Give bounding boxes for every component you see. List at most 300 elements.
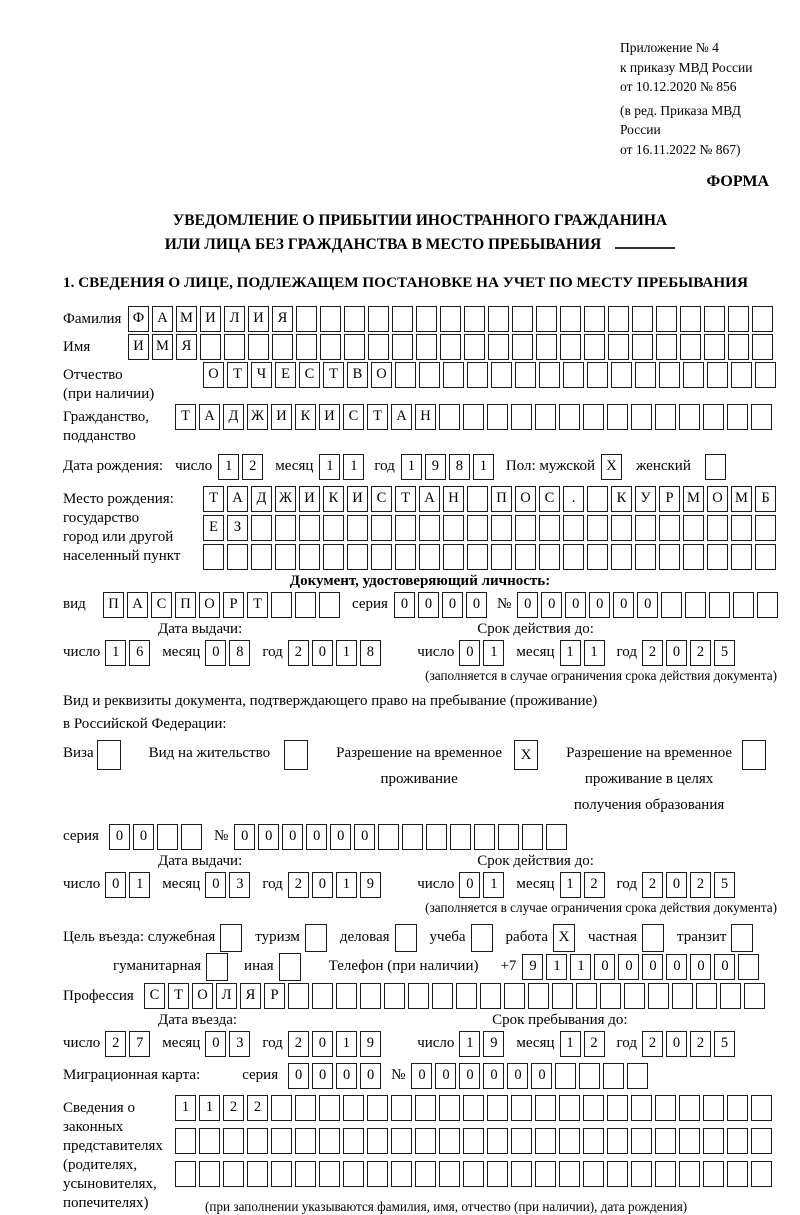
char-box[interactable] [343, 1128, 364, 1154]
char-box[interactable]: Т [227, 362, 248, 388]
char-box[interactable]: 0 [613, 592, 634, 618]
char-box[interactable]: 3 [229, 1031, 250, 1057]
char-box[interactable]: П [103, 592, 124, 618]
char-box[interactable]: 7 [129, 1031, 150, 1057]
char-box[interactable]: 1 [199, 1095, 220, 1121]
char-box[interactable] [632, 334, 653, 360]
char-box[interactable] [323, 515, 344, 541]
char-box[interactable]: 1 [560, 872, 581, 898]
char-box[interactable] [607, 1095, 628, 1121]
char-box[interactable]: Н [415, 404, 436, 430]
char-box[interactable]: 2 [247, 1095, 268, 1121]
char-box[interactable] [157, 824, 178, 850]
char-box[interactable] [515, 544, 536, 570]
char-box[interactable] [560, 334, 581, 360]
char-box[interactable]: 0 [483, 1063, 504, 1089]
char-box[interactable]: 0 [411, 1063, 432, 1089]
char-box[interactable] [539, 544, 560, 570]
char-box[interactable]: М [683, 486, 704, 512]
id-valid-year-boxes[interactable] [642, 640, 735, 666]
char-box[interactable]: И [200, 306, 221, 332]
char-box[interactable] [199, 1128, 220, 1154]
char-box[interactable]: 2 [690, 1031, 711, 1057]
char-box[interactable]: 0 [637, 592, 658, 618]
char-box[interactable] [535, 1095, 556, 1121]
char-box[interactable]: 0 [459, 1063, 480, 1089]
char-box[interactable] [659, 544, 680, 570]
char-box[interactable] [456, 983, 477, 1009]
char-box[interactable] [752, 334, 773, 360]
checkbox-tourism[interactable] [305, 924, 327, 952]
char-box[interactable]: 0 [312, 640, 333, 666]
stay-month-boxes[interactable] [560, 1031, 605, 1057]
char-box[interactable]: 0 [105, 872, 126, 898]
checkbox-business[interactable] [395, 924, 417, 952]
checkbox-temp-permit[interactable]: X [514, 740, 538, 770]
char-box[interactable] [415, 1095, 436, 1121]
char-box[interactable]: 8 [449, 454, 470, 480]
char-box[interactable] [703, 1095, 724, 1121]
char-box[interactable]: 0 [354, 824, 375, 850]
char-box[interactable] [515, 515, 536, 541]
char-box[interactable]: 0 [205, 640, 226, 666]
char-box[interactable] [367, 1161, 388, 1187]
char-box[interactable] [344, 306, 365, 332]
char-box[interactable] [426, 824, 447, 850]
checkbox-official[interactable] [220, 924, 242, 952]
id-series-boxes[interactable] [394, 592, 487, 618]
char-box[interactable] [223, 1161, 244, 1187]
char-box[interactable] [607, 404, 628, 430]
char-box[interactable] [443, 362, 464, 388]
char-box[interactable]: Я [240, 983, 261, 1009]
birth-year-boxes[interactable] [401, 454, 494, 480]
char-box[interactable]: З [227, 515, 248, 541]
char-box[interactable] [432, 983, 453, 1009]
char-box[interactable] [584, 306, 605, 332]
char-box[interactable] [535, 404, 556, 430]
char-box[interactable]: Р [659, 486, 680, 512]
char-box[interactable]: 2 [690, 640, 711, 666]
char-box[interactable] [555, 1063, 576, 1089]
char-box[interactable]: Т [323, 362, 344, 388]
char-box[interactable] [683, 544, 704, 570]
id-kind-boxes[interactable] [103, 592, 340, 618]
char-box[interactable] [703, 1161, 724, 1187]
char-box[interactable] [512, 306, 533, 332]
char-box[interactable]: 0 [306, 824, 327, 850]
permit-series-boxes[interactable] [109, 824, 202, 850]
char-box[interactable] [419, 515, 440, 541]
char-box[interactable] [395, 544, 416, 570]
char-box[interactable] [295, 592, 316, 618]
char-box[interactable]: А [199, 404, 220, 430]
char-box[interactable] [439, 1161, 460, 1187]
permit-number-boxes[interactable] [234, 824, 567, 850]
char-box[interactable] [607, 1128, 628, 1154]
char-box[interactable] [522, 824, 543, 850]
char-box[interactable]: 0 [666, 954, 687, 980]
representatives-boxes-row3[interactable] [175, 1161, 772, 1187]
char-box[interactable] [296, 306, 317, 332]
char-box[interactable] [727, 404, 748, 430]
checkbox-humanitarian[interactable] [206, 953, 228, 981]
char-box[interactable] [419, 544, 440, 570]
char-box[interactable] [720, 983, 741, 1009]
char-box[interactable] [583, 404, 604, 430]
char-box[interactable] [631, 1128, 652, 1154]
char-box[interactable] [295, 1161, 316, 1187]
char-box[interactable] [703, 1128, 724, 1154]
char-box[interactable]: 2 [105, 1031, 126, 1057]
char-box[interactable]: 0 [666, 640, 687, 666]
char-box[interactable] [368, 334, 389, 360]
char-box[interactable] [416, 306, 437, 332]
char-box[interactable]: 1 [175, 1095, 196, 1121]
char-box[interactable] [659, 515, 680, 541]
char-box[interactable] [680, 334, 701, 360]
char-box[interactable] [539, 515, 560, 541]
profession-boxes[interactable] [144, 983, 765, 1009]
char-box[interactable]: Я [272, 306, 293, 332]
char-box[interactable] [408, 983, 429, 1009]
char-box[interactable]: Ч [251, 362, 272, 388]
char-box[interactable]: 0 [541, 592, 562, 618]
birth-month-boxes[interactable] [319, 454, 364, 480]
char-box[interactable]: . [563, 486, 584, 512]
char-box[interactable]: М [176, 306, 197, 332]
char-box[interactable] [751, 1095, 772, 1121]
char-box[interactable] [200, 334, 221, 360]
char-box[interactable] [467, 544, 488, 570]
char-box[interactable]: 2 [288, 1031, 309, 1057]
char-box[interactable]: Р [264, 983, 285, 1009]
char-box[interactable] [631, 1161, 652, 1187]
char-box[interactable]: П [491, 486, 512, 512]
char-box[interactable] [223, 1128, 244, 1154]
char-box[interactable] [648, 983, 669, 1009]
birthplace-boxes-row3[interactable] [203, 544, 776, 570]
char-box[interactable] [296, 334, 317, 360]
char-box[interactable]: 0 [565, 592, 586, 618]
char-box[interactable] [416, 334, 437, 360]
char-box[interactable]: 0 [690, 954, 711, 980]
char-box[interactable] [672, 983, 693, 1009]
char-box[interactable]: 9 [425, 454, 446, 480]
char-box[interactable] [498, 824, 519, 850]
permit-valid-month-boxes[interactable] [560, 872, 605, 898]
char-box[interactable] [679, 1095, 700, 1121]
char-box[interactable]: 0 [109, 824, 130, 850]
birthplace-boxes-row2[interactable] [203, 515, 776, 541]
char-box[interactable] [343, 1161, 364, 1187]
char-box[interactable]: 0 [133, 824, 154, 850]
name-boxes[interactable] [128, 334, 773, 360]
char-box[interactable] [608, 334, 629, 360]
char-box[interactable]: А [152, 306, 173, 332]
char-box[interactable]: 1 [483, 872, 504, 898]
char-box[interactable]: 1 [218, 454, 239, 480]
checkbox-male[interactable]: X [601, 454, 622, 480]
char-box[interactable] [299, 515, 320, 541]
birthplace-boxes-row1[interactable] [203, 486, 776, 512]
char-box[interactable] [727, 1128, 748, 1154]
char-box[interactable] [655, 404, 676, 430]
char-box[interactable]: 1 [560, 1031, 581, 1057]
char-box[interactable] [587, 486, 608, 512]
char-box[interactable] [733, 592, 754, 618]
char-box[interactable]: К [295, 404, 316, 430]
char-box[interactable]: 1 [105, 640, 126, 666]
char-box[interactable]: 5 [714, 640, 735, 666]
permit-issue-year-boxes[interactable] [288, 872, 381, 898]
char-box[interactable]: 1 [473, 454, 494, 480]
char-box[interactable] [535, 1161, 556, 1187]
char-box[interactable] [371, 515, 392, 541]
char-box[interactable]: 0 [205, 872, 226, 898]
char-box[interactable] [560, 306, 581, 332]
entry-day-boxes[interactable] [105, 1031, 150, 1057]
char-box[interactable]: 0 [666, 1031, 687, 1057]
char-box[interactable]: И [319, 404, 340, 430]
char-box[interactable] [443, 515, 464, 541]
char-box[interactable] [611, 515, 632, 541]
char-box[interactable]: К [323, 486, 344, 512]
char-box[interactable] [336, 983, 357, 1009]
char-box[interactable]: С [151, 592, 172, 618]
char-box[interactable] [487, 1095, 508, 1121]
char-box[interactable] [323, 544, 344, 570]
char-box[interactable] [491, 515, 512, 541]
char-box[interactable]: 1 [129, 872, 150, 898]
char-box[interactable] [559, 1128, 580, 1154]
char-box[interactable] [464, 306, 485, 332]
char-box[interactable] [755, 515, 776, 541]
char-box[interactable] [587, 544, 608, 570]
char-box[interactable]: 0 [594, 954, 615, 980]
surname-boxes[interactable] [128, 306, 773, 332]
char-box[interactable] [632, 306, 653, 332]
char-box[interactable]: 0 [288, 1063, 309, 1089]
char-box[interactable] [319, 1128, 340, 1154]
char-box[interactable] [709, 592, 730, 618]
char-box[interactable] [583, 1161, 604, 1187]
char-box[interactable] [655, 1161, 676, 1187]
char-box[interactable]: Я [176, 334, 197, 360]
char-box[interactable]: 3 [229, 872, 250, 898]
char-box[interactable] [679, 404, 700, 430]
char-box[interactable] [603, 1063, 624, 1089]
char-box[interactable] [535, 1128, 556, 1154]
char-box[interactable] [552, 983, 573, 1009]
char-box[interactable] [707, 515, 728, 541]
char-box[interactable] [635, 544, 656, 570]
char-box[interactable]: 8 [229, 640, 250, 666]
char-box[interactable]: 0 [330, 824, 351, 850]
migration-number-boxes[interactable] [411, 1063, 648, 1089]
char-box[interactable]: 0 [205, 1031, 226, 1057]
char-box[interactable] [488, 306, 509, 332]
char-box[interactable] [464, 334, 485, 360]
char-box[interactable]: П [175, 592, 196, 618]
char-box[interactable] [344, 334, 365, 360]
char-box[interactable]: 8 [360, 640, 381, 666]
char-box[interactable]: 1 [483, 640, 504, 666]
char-box[interactable] [679, 1128, 700, 1154]
checkbox-residence-permit[interactable] [284, 740, 308, 770]
stay-day-boxes[interactable] [459, 1031, 504, 1057]
char-box[interactable]: 5 [714, 1031, 735, 1057]
char-box[interactable]: 0 [312, 1031, 333, 1057]
permit-issue-day-boxes[interactable] [105, 872, 150, 898]
char-box[interactable]: 0 [234, 824, 255, 850]
char-box[interactable] [391, 1161, 412, 1187]
checkbox-private[interactable] [642, 924, 664, 952]
representatives-boxes-row1[interactable] [175, 1095, 772, 1121]
char-box[interactable] [392, 334, 413, 360]
permit-valid-year-boxes[interactable] [642, 872, 735, 898]
char-box[interactable] [559, 404, 580, 430]
char-box[interactable] [536, 306, 557, 332]
checkbox-work[interactable]: X [553, 924, 575, 952]
char-box[interactable] [728, 306, 749, 332]
char-box[interactable] [755, 362, 776, 388]
char-box[interactable] [367, 1128, 388, 1154]
char-box[interactable] [611, 362, 632, 388]
char-box[interactable]: Б [755, 486, 776, 512]
char-box[interactable]: С [539, 486, 560, 512]
char-box[interactable] [683, 362, 704, 388]
char-box[interactable]: 0 [282, 824, 303, 850]
char-box[interactable] [624, 983, 645, 1009]
char-box[interactable]: Д [223, 404, 244, 430]
char-box[interactable]: 9 [522, 954, 543, 980]
char-box[interactable]: 1 [459, 1031, 480, 1057]
char-box[interactable] [559, 1095, 580, 1121]
char-box[interactable] [563, 544, 584, 570]
char-box[interactable]: И [299, 486, 320, 512]
char-box[interactable]: Т [395, 486, 416, 512]
char-box[interactable]: О [707, 486, 728, 512]
char-box[interactable] [607, 1161, 628, 1187]
char-box[interactable]: К [611, 486, 632, 512]
char-box[interactable] [583, 1095, 604, 1121]
char-box[interactable] [440, 334, 461, 360]
char-box[interactable] [271, 1128, 292, 1154]
char-box[interactable]: А [227, 486, 248, 512]
char-box[interactable]: У [635, 486, 656, 512]
char-box[interactable]: Л [224, 306, 245, 332]
char-box[interactable] [227, 544, 248, 570]
checkbox-visa[interactable] [97, 740, 121, 770]
char-box[interactable] [347, 544, 368, 570]
phone-boxes[interactable] [522, 954, 759, 980]
char-box[interactable] [271, 1095, 292, 1121]
char-box[interactable]: Ж [247, 404, 268, 430]
char-box[interactable] [727, 1095, 748, 1121]
representatives-boxes-row2[interactable] [175, 1128, 772, 1154]
char-box[interactable]: 0 [459, 640, 480, 666]
char-box[interactable] [395, 362, 416, 388]
char-box[interactable] [419, 362, 440, 388]
id-issue-year-boxes[interactable] [288, 640, 381, 666]
char-box[interactable]: 2 [584, 872, 605, 898]
char-box[interactable] [247, 1128, 268, 1154]
char-box[interactable]: 2 [642, 640, 663, 666]
char-box[interactable] [679, 1161, 700, 1187]
char-box[interactable]: 2 [690, 872, 711, 898]
id-number-boxes[interactable] [517, 592, 778, 618]
char-box[interactable] [511, 1161, 532, 1187]
char-box[interactable] [175, 1161, 196, 1187]
char-box[interactable]: С [144, 983, 165, 1009]
char-box[interactable] [504, 983, 525, 1009]
char-box[interactable] [367, 1095, 388, 1121]
char-box[interactable] [463, 1161, 484, 1187]
char-box[interactable] [752, 306, 773, 332]
char-box[interactable] [611, 544, 632, 570]
char-box[interactable]: 1 [343, 454, 364, 480]
char-box[interactable] [511, 1128, 532, 1154]
char-box[interactable] [288, 983, 309, 1009]
char-box[interactable] [656, 334, 677, 360]
char-box[interactable] [271, 1161, 292, 1187]
char-box[interactable]: 0 [394, 592, 415, 618]
char-box[interactable]: Р [223, 592, 244, 618]
char-box[interactable] [584, 334, 605, 360]
char-box[interactable] [439, 404, 460, 430]
char-box[interactable] [661, 592, 682, 618]
char-box[interactable]: С [299, 362, 320, 388]
char-box[interactable]: О [192, 983, 213, 1009]
checkbox-study[interactable] [471, 924, 493, 952]
char-box[interactable] [751, 404, 772, 430]
permit-issue-month-boxes[interactable] [205, 872, 250, 898]
char-box[interactable] [272, 334, 293, 360]
char-box[interactable]: Т [175, 404, 196, 430]
char-box[interactable]: О [515, 486, 536, 512]
char-box[interactable] [707, 544, 728, 570]
patronymic-boxes[interactable] [203, 362, 776, 388]
char-box[interactable] [378, 824, 399, 850]
char-box[interactable] [751, 1161, 772, 1187]
char-box[interactable] [512, 334, 533, 360]
char-box[interactable] [487, 404, 508, 430]
char-box[interactable]: Т [168, 983, 189, 1009]
char-box[interactable] [696, 983, 717, 1009]
char-box[interactable]: 0 [507, 1063, 528, 1089]
char-box[interactable]: 0 [258, 824, 279, 850]
char-box[interactable]: Т [247, 592, 268, 618]
char-box[interactable] [450, 824, 471, 850]
permit-valid-day-boxes[interactable] [459, 872, 504, 898]
char-box[interactable] [181, 824, 202, 850]
char-box[interactable] [415, 1128, 436, 1154]
char-box[interactable] [731, 544, 752, 570]
char-box[interactable]: 2 [223, 1095, 244, 1121]
char-box[interactable] [467, 362, 488, 388]
char-box[interactable] [175, 1128, 196, 1154]
entry-month-boxes[interactable] [205, 1031, 250, 1057]
char-box[interactable] [680, 306, 701, 332]
char-box[interactable]: О [203, 362, 224, 388]
char-box[interactable] [511, 404, 532, 430]
char-box[interactable] [203, 544, 224, 570]
char-box[interactable] [731, 515, 752, 541]
char-box[interactable] [751, 1128, 772, 1154]
char-box[interactable] [707, 362, 728, 388]
char-box[interactable] [659, 362, 680, 388]
